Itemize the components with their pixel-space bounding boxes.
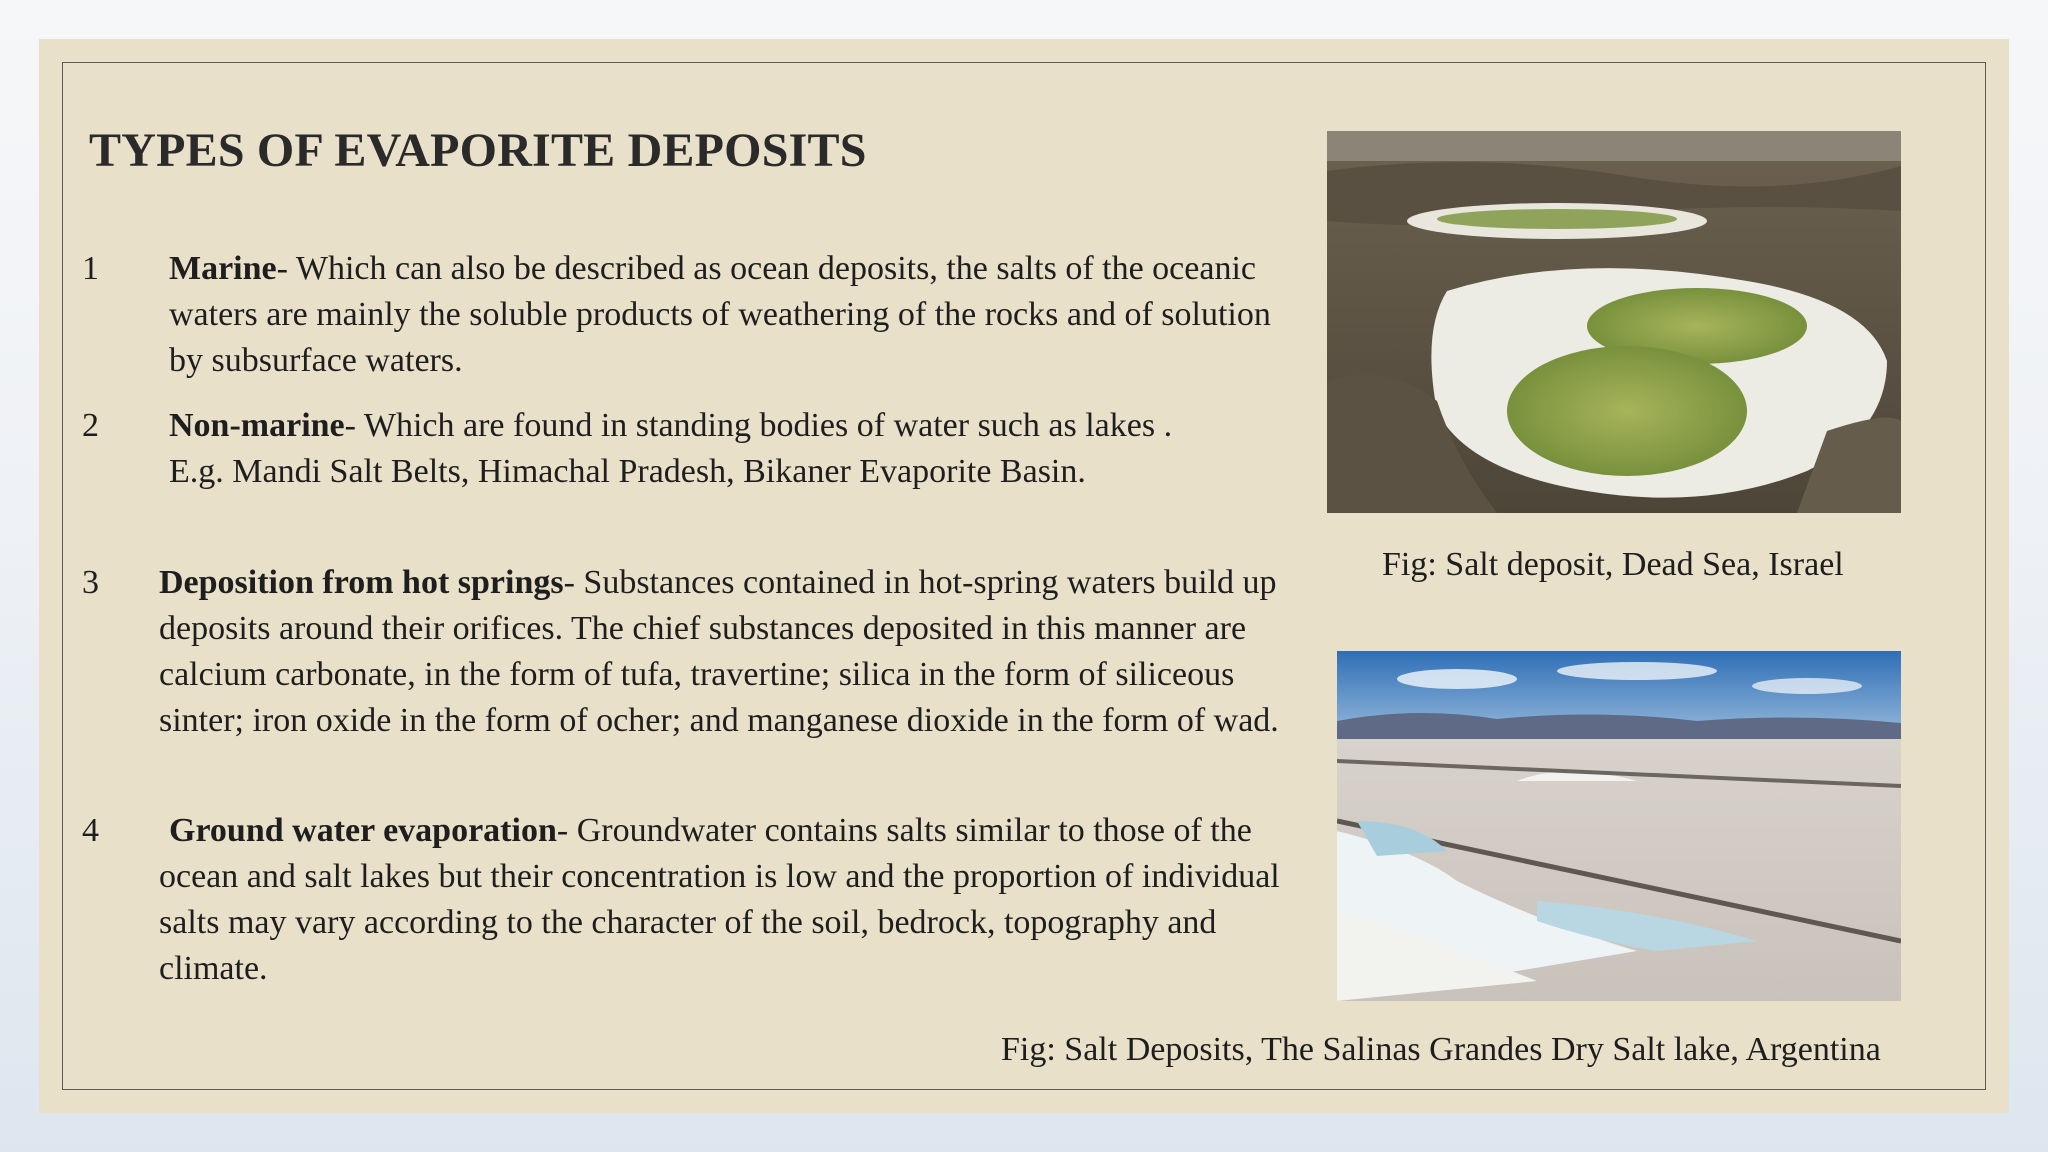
list-item-ground-water <box>159 808 1289 992</box>
list-item-hot-springs <box>159 560 1289 744</box>
dead-sea-photo <box>1327 131 1901 513</box>
figure-caption-dead-sea: Fig: Salt deposit, Dead Sea, Israel <box>1382 546 1844 583</box>
item-description: - Substances contained in hot-spring waters build up deposits around their orifices. The chief substances deposited in this manner are calcium carbonate, in the form of tufa, travertine; silica in the form of siliceous sinter; iron oxide in the form of ocher; and manganese dioxide in the form of wad. <box>159 564 1279 739</box>
list-item-non-marine <box>169 403 1199 495</box>
item-term: Marine <box>169 250 277 287</box>
item-number: 2 <box>82 407 99 444</box>
item-description: - Groundwater contains salts similar to those of the ocean and salt lakes but their concentration is low and the proportion of individual salts may vary according to the character of the soil, bedrock, topography and climate. <box>159 812 1280 987</box>
item-description: - Which can also be described as ocean deposits, the salts of the oceanic waters are mainly the soluble products of weathering of the rocks and of solution by subsurface waters. <box>169 250 1271 379</box>
item-term: Non-marine <box>169 407 345 444</box>
item-number: 1 <box>82 250 99 287</box>
item-description: - Which are found in standing bodies of water such as lakes . E.g. Mandi Salt Belts, Himachal Pradesh, Bikaner Evaporite Basin. <box>169 407 1173 490</box>
item-term: Deposition from hot springs <box>159 564 564 601</box>
slide <box>39 39 2009 1113</box>
salinas-grandes-photo <box>1337 651 1901 1001</box>
figure-caption-salinas: Fig: Salt Deposits, The Salinas Grandes Dry Salt lake, Argentina <box>1001 1031 1881 1068</box>
item-number: 3 <box>82 564 99 601</box>
list-item-marine <box>169 246 1289 384</box>
slide-title: TYPES OF EVAPORITE DEPOSITS <box>89 124 867 177</box>
item-number: 4 <box>82 812 99 849</box>
item-term: Ground water evaporation <box>169 812 557 849</box>
